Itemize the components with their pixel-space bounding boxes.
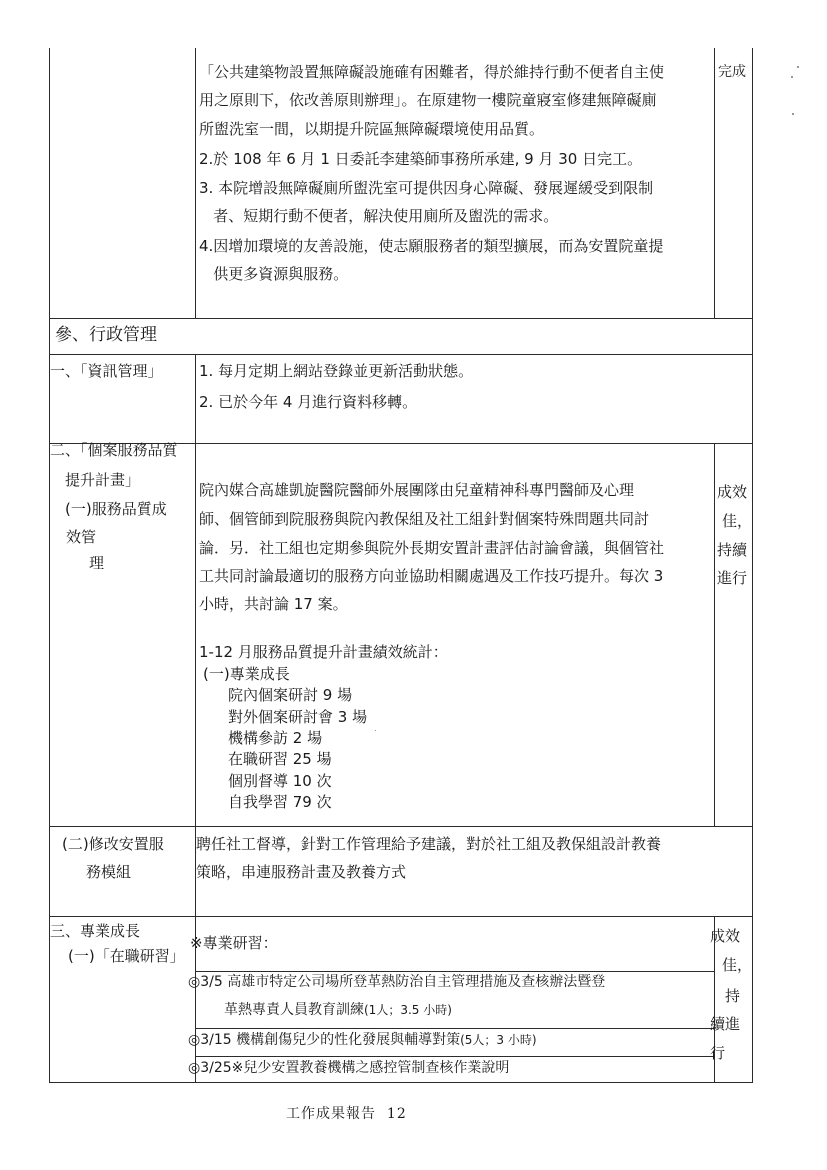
stats-item: 機構參訪 2 場 — [228, 729, 323, 747]
scan-speck — [792, 113, 794, 115]
status-cell: 持續 — [717, 541, 748, 559]
scan-speck — [375, 730, 376, 731]
paragraph-line: 工共同討論最適切的服務方向並協助相關處遇及工作技巧提升。每次 3 — [199, 567, 664, 585]
training-item-continued — [224, 1000, 452, 1021]
row-label: 務模組 — [86, 863, 132, 881]
row-label: 二、「個案服務品質 — [50, 441, 178, 459]
row-divider — [49, 354, 753, 355]
section-title: 參、行政管理 — [55, 325, 157, 345]
subheading: ※專業研習： — [190, 934, 278, 952]
list-item: 1. 每月定期上網站登錄並更新活動狀態。 — [199, 362, 474, 380]
stats-item: 個別督導 10 次 — [228, 772, 332, 790]
column-divider-status — [714, 48, 715, 318]
paragraph-line: 「公共建築物設置無障礙設施確有困難者，得於維持行動不便者自主使 — [199, 63, 665, 81]
paragraph-line: 供更多資源與服務。 — [199, 265, 349, 283]
column-divider-status — [714, 444, 715, 826]
row-label: 理 — [89, 554, 105, 572]
status-cell: 持 — [725, 987, 741, 1005]
training-text: ◎3/5 高雄市特定公司場所登革熱防治自主管理措施及查核辦法暨登 — [188, 974, 606, 990]
footer-title: 工作成果報告 — [286, 1106, 376, 1122]
training-note: (5人；3 小時) — [460, 1033, 537, 1047]
stats-title: 1-12 月服務品質提升計畫績效統計： — [199, 643, 448, 661]
training-note: (1人；3.5 小時) — [364, 1003, 452, 1017]
scan-speck — [797, 66, 799, 68]
status-cell: 佳， — [722, 956, 753, 974]
status-cell: 完成 — [718, 64, 746, 80]
training-text: 革熱專責人員教育訓練 — [224, 1002, 364, 1018]
scan-speck — [791, 76, 793, 78]
paragraph-line: 師、個管師到院服務與院內教保組及社工組針對個案特殊問題共同討 — [199, 510, 650, 528]
row-label: 效管 — [66, 528, 97, 546]
table-bottom-border — [49, 1082, 753, 1083]
paragraph-line: 院內媒合高雄凱旋醫院醫師外展團隊由兒童精神科專門醫師及心理 — [199, 481, 635, 499]
training-text: ◎3/25※兒少安置教養機構之感控管制查核作業說明 — [188, 1060, 510, 1076]
row-divider — [49, 826, 753, 827]
status-cell: 續進 — [710, 1015, 741, 1033]
row-label: (一)服務品質成 — [65, 500, 167, 518]
row-divider — [195, 1028, 714, 1029]
paragraph-line: 4.因增加環境的友善設施，使志願服務者的類型擴展，而為安置院童提 — [199, 237, 664, 255]
paragraph-line: 所盥洗室一間，以期提升院區無障礙環境使用品質。 — [199, 120, 545, 138]
paragraph-line: 者、短期行動不便者，解決使用廁所及盥洗的需求。 — [199, 207, 559, 225]
row-label: 一、「資訊管理」 — [50, 362, 163, 380]
paragraph-line: 2.於 108 年 6 月 1 日委託李建築師事務所承建, 9 月 30 日完工。 — [199, 150, 643, 168]
row-divider — [49, 916, 753, 917]
row-divider — [195, 1056, 714, 1057]
table-right-border — [752, 48, 753, 1083]
status-cell: 行 — [710, 1044, 726, 1062]
training-item — [188, 1058, 509, 1079]
stats-item: 在職研習 25 場 — [228, 750, 332, 768]
training-text: ◎3/15 機構創傷兒少的性化發展與輔導對策 — [188, 1032, 461, 1048]
paragraph-line: 聘任社工督導，針對工作管理給予建議，對於社工組及教保組設計教養 — [196, 835, 662, 853]
list-item: 2. 已於今年 4 月進行資料移轉。 — [199, 393, 418, 411]
row-label: (二)修改安置服 — [62, 835, 164, 853]
paragraph-line: 用之原則下，依改善原則辦理」。在原建物一樓院童寢室修建無障礙廁 — [199, 91, 657, 109]
paragraph-line: 3. 本院增設無障礙廁所盥洗室可提供因身心障礙、發展遲緩受到限制 — [199, 179, 654, 197]
training-item — [188, 972, 605, 993]
paragraph-line: 小時，共討論 17 案。 — [199, 595, 348, 613]
column-divider-label — [195, 48, 196, 318]
row-label: (一)「在職研習」 — [68, 947, 185, 965]
stats-item: 院內個案研討 9 場 — [228, 686, 353, 704]
status-cell: 進行 — [717, 569, 748, 587]
page-number: 12 — [386, 1106, 407, 1122]
row-label: 三、專業成長 — [50, 922, 141, 940]
stats-subtitle: (一)專業成長 — [203, 665, 290, 683]
row-divider — [49, 318, 753, 319]
paragraph-line: 策略，串連服務計畫及教養方式 — [196, 863, 407, 881]
status-cell: 成效 — [710, 927, 741, 945]
paragraph-line: 論．另．社工組也定期參與院外長期安置計畫評估討論會議，與個管社 — [199, 539, 665, 557]
status-cell: 佳， — [722, 512, 753, 530]
stats-item: 自我學習 79 次 — [228, 793, 332, 811]
status-cell: 成效 — [717, 483, 748, 501]
stats-item: 對外個案研討會 3 場 — [228, 708, 368, 726]
training-item — [188, 1030, 537, 1051]
page-footer — [286, 1103, 407, 1123]
row-label: 提升計畫」 — [65, 471, 141, 489]
